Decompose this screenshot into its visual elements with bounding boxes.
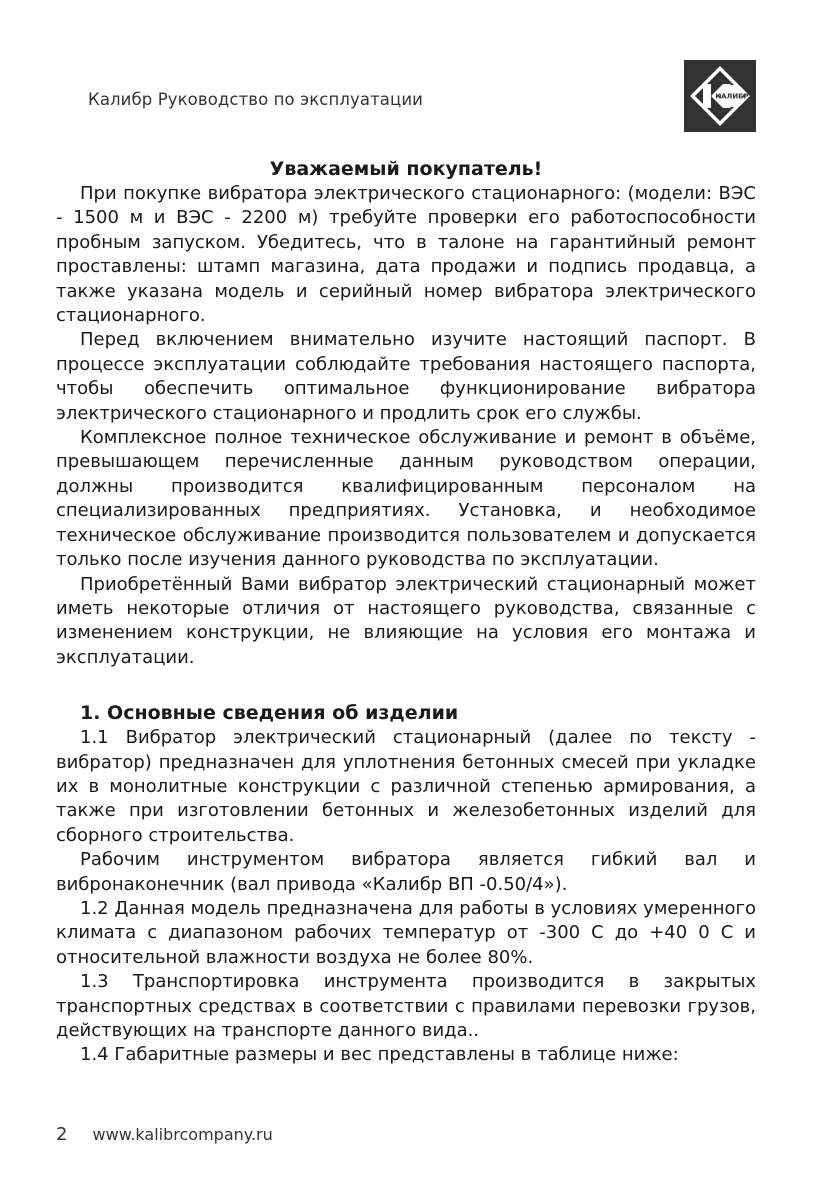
intro-paragraph: При покупке вибратора электрического стационарного: (модели: ВЭС - 1500 м и ВЭС - 2200 м) требуйте проверки его работоспособности пробным запуском. Убедитесь, что в талоне на гарантийный ремонт проставлены: штамп магазина, дата продажи и подпись продавца, а также указана модель и серийный номер вибратора электрического стационарного. — [56, 183, 756, 327]
section-paragraph: 1.4 Габаритные размеры и вес представлены в таблице ниже: — [80, 1044, 679, 1066]
section-paragraph: 1.3 Транспортировка инструмента производится в закрытых транспортных средствах в соответствии с правилами перевозки грузов, действующих на транспорте данного вида.. — [56, 971, 756, 1041]
greeting-heading: Уважаемый покупатель! — [269, 158, 543, 180]
intro-paragraph: Комплексное полное техническое обслуживание и ремонт в объёме, превышающем перечисленные данным руководством операции, должны производится квалифицированным персоналом на специализированных предприятиях. Установка, и необходимое техническое обслуживание производится пользователем и допускается только после изучения данного руководства по эксплуатации. — [56, 427, 756, 571]
section-paragraph: 1.2 Данная модель предназначена для работы в условиях умеренного климата с диапазоном рабочих температур от -300 С до +40 0 С и относительной влажности воздуха не более 80%. — [56, 897, 756, 968]
document-header-title: Калибр Руководство по эксплуатации — [88, 90, 423, 109]
section-paragraph: 1.1 Вибратор электрический стационарный (далее по тексту - вибратор) предназначен для уплотнения бетонных смесей при укладке их в монолитные конструкции с различной степенью армирования, а также при изготовлении бетонных и железобетонных изделий для сборного строительства. — [56, 727, 756, 846]
intro-paragraph: Перед включением внимательно изучите настоящий паспорт. В процессе эксплуатации соблюдайте требования настоящего паспорта, чтобы обеспечить оптимальное функционирование вибратора электрического стационарного и продлить срок его службы. — [56, 329, 756, 424]
website-link[interactable]: www.kalibrcompany.ru — [92, 1125, 273, 1144]
svg-text:КАЛИБР: КАЛИБР — [715, 92, 749, 101]
section-heading: 1. Основные сведения об изделии — [80, 702, 459, 725]
page-footer — [56, 1124, 273, 1145]
kalibr-logo — [684, 60, 756, 132]
page-number: 2 — [56, 1124, 68, 1145]
section-paragraph: Рабочим инструментом вибратора является гибкий вал и вибронаконечник (вал привода «Калибр ВП -0.50/4»). — [56, 849, 756, 895]
document-body — [56, 156, 756, 1068]
intro-paragraph: Приобретённый Вами вибратор электрический стационарный может иметь некоторые отличия от настоящего руководства, связанные с изменением конструкции, не влияющие на условия его монтажа и эксплуатации. — [56, 573, 756, 668]
